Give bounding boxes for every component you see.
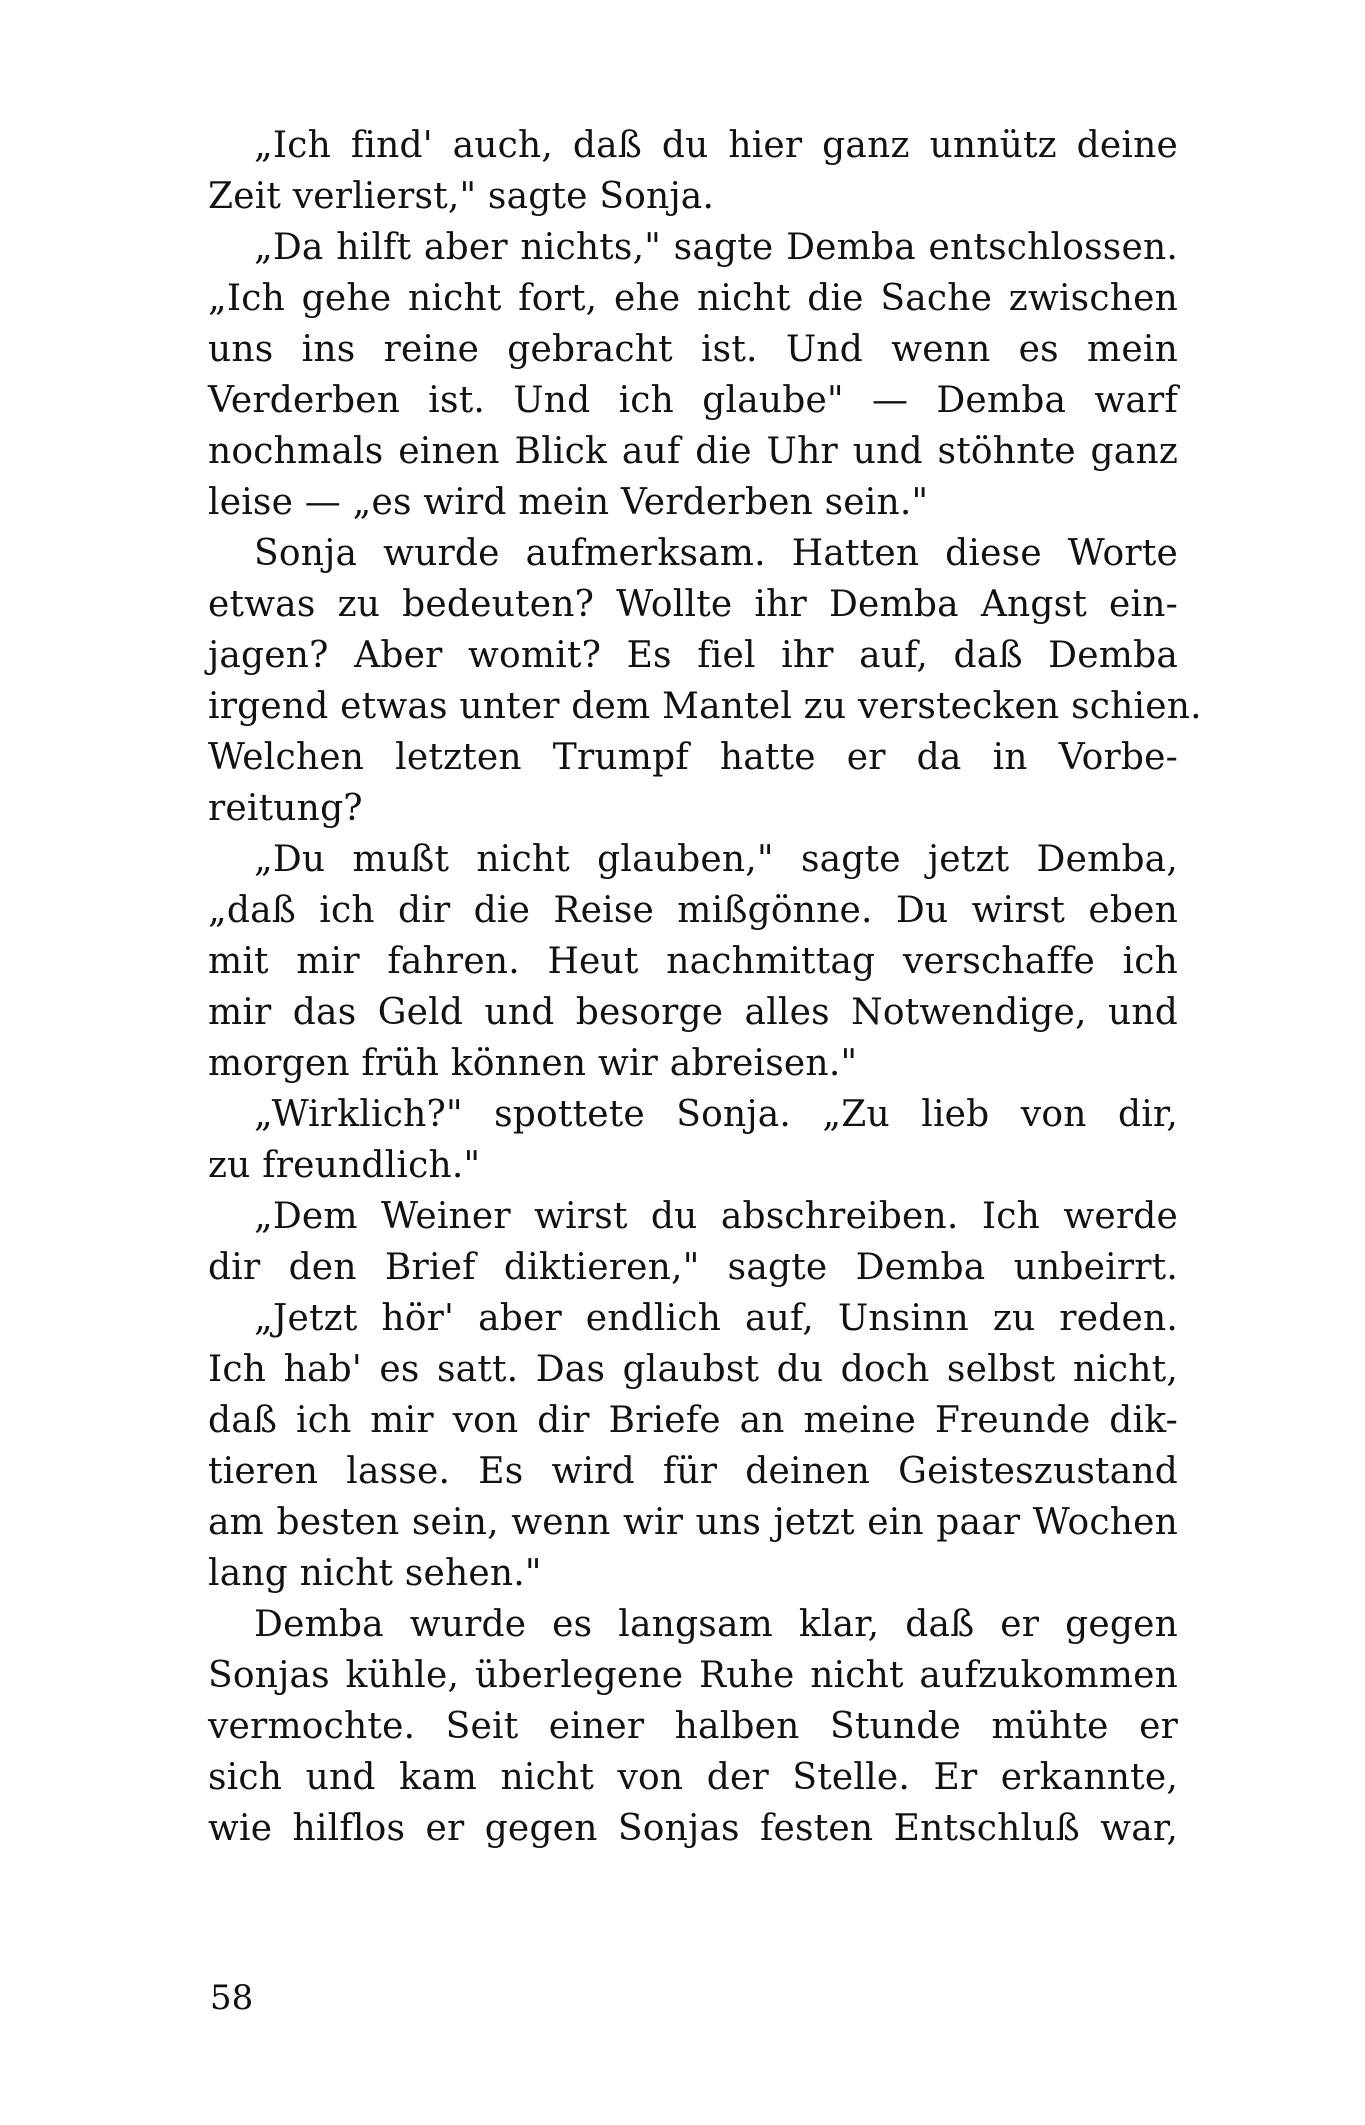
text-line: daß ich mir von dir Briefe an meine Freunde dik- bbox=[208, 1400, 1178, 1441]
text-line: lang nicht sehen." bbox=[208, 1553, 542, 1594]
text-line: Welchen letzten Trumpf hatte er da in Vorbe- bbox=[208, 737, 1178, 778]
text-line: „Ich find' auch, daß du hier ganz unnütz deine bbox=[254, 125, 1178, 166]
text-line: vermochte. Seit einer halben Stunde mühte er bbox=[208, 1706, 1178, 1747]
text-line: „Dem Weiner wirst du abschreiben. Ich werde bbox=[254, 1196, 1178, 1237]
page-text bbox=[208, 120, 1202, 1854]
text-line: am besten sein, wenn wir uns jetzt ein paar Wochen bbox=[208, 1502, 1178, 1543]
text-line: nochmals einen Blick auf die Uhr und stöhnte ganz bbox=[208, 431, 1178, 472]
text-line: Zeit verlierst," sagte Sonja. bbox=[208, 176, 715, 217]
text-line: zu freundlich." bbox=[208, 1145, 481, 1186]
text-line: mit mir fahren. Heut nachmittag verschaffe ich bbox=[208, 941, 1178, 982]
text-line: „Wirklich?" spottete Sonja. „Zu lieb von dir, bbox=[254, 1094, 1178, 1135]
text-line: Sonja wurde aufmerksam. Hatten diese Worte bbox=[254, 533, 1178, 574]
text-line: tieren lasse. Es wird für deinen Geisteszustand bbox=[208, 1451, 1178, 1492]
text-line: Sonjas kühle, überlegene Ruhe nicht aufzukommen bbox=[208, 1655, 1178, 1696]
page-number: 58 bbox=[210, 1978, 254, 2018]
text-line: morgen früh können wir abreisen." bbox=[208, 1043, 858, 1084]
text-line: reitung? bbox=[208, 788, 363, 829]
text-line: „Jetzt hör' aber endlich auf, Unsinn zu reden. bbox=[254, 1298, 1178, 1339]
text-line: Verderben ist. Und ich glaube" — Demba warf bbox=[208, 380, 1178, 421]
text-line: Ich hab' es satt. Das glaubst du doch selbst nicht, bbox=[208, 1349, 1178, 1390]
text-line: „daß ich dir die Reise mißgönne. Du wirst eben bbox=[208, 890, 1178, 931]
text-line: leise — „es wird mein Verderben sein." bbox=[208, 482, 929, 523]
text-line: wie hilflos er gegen Sonjas festen Entschluß war, bbox=[208, 1808, 1178, 1849]
text-line: etwas zu bedeuten? Wollte ihr Demba Angst ein- bbox=[208, 584, 1178, 625]
text-line: „Ich gehe nicht fort, ehe nicht die Sache zwischen bbox=[208, 278, 1178, 319]
text-line: Demba wurde es langsam klar, daß er gegen bbox=[254, 1604, 1178, 1645]
text-line: dir den Brief diktieren," sagte Demba unbeirrt. bbox=[208, 1247, 1178, 1288]
text-line: jagen? Aber womit? Es fiel ihr auf, daß Demba bbox=[208, 635, 1178, 676]
text-line: sich und kam nicht von der Stelle. Er erkannte, bbox=[208, 1757, 1178, 1798]
text-line: mir das Geld und besorge alles Notwendige, und bbox=[208, 992, 1178, 1033]
text-line: „Du mußt nicht glauben," sagte jetzt Demba, bbox=[254, 839, 1178, 880]
text-line: uns ins reine gebracht ist. Und wenn es mein bbox=[208, 329, 1178, 370]
text-line: „Da hilft aber nichts," sagte Demba entschlossen. bbox=[254, 227, 1178, 268]
text-line: irgend etwas unter dem Mantel zu verstecken schien. bbox=[208, 686, 1202, 727]
